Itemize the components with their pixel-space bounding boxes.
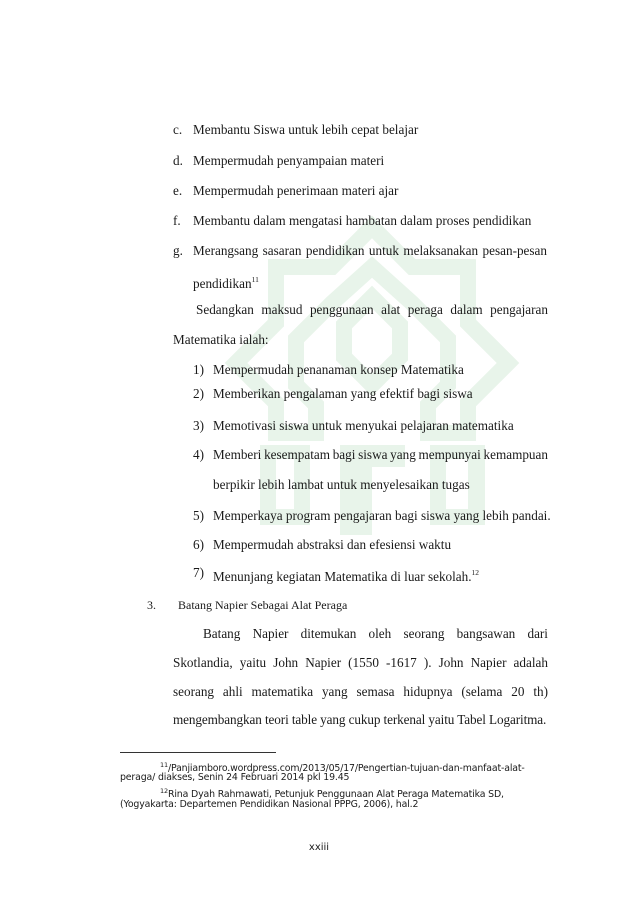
footnote-continuation: (Yogyakarta: Departemen Pendidikan Nasional PPPG, 2006), hal.2 (120, 799, 419, 810)
paragraph-line (203, 626, 548, 642)
list-marker: 1) (193, 362, 204, 377)
paragraph-line (173, 684, 548, 700)
list-item: Mempermudah abstraksi dan efesiensi waktu (213, 537, 452, 552)
word: kemampuan (483, 447, 548, 462)
list-item (213, 447, 548, 463)
word: Batang (203, 626, 241, 641)
list-item: Mempermudah penanaman konsep Matematika (213, 362, 464, 377)
word: John (273, 655, 299, 670)
word: Napier (305, 655, 342, 670)
list-item: Mempermudah penyampaian materi (193, 153, 385, 168)
list-item: Mempermudah penerimaan materi ajar (193, 183, 399, 198)
word: th) (533, 684, 548, 699)
list-marker: 7) (193, 565, 204, 580)
list-marker: 4) (193, 447, 204, 462)
list-marker: c. (173, 122, 183, 137)
footnote-separator (120, 752, 276, 753)
page-number: xxiii (308, 842, 330, 853)
footnote-number: 12 (160, 787, 168, 795)
word: John (438, 655, 464, 670)
footnote-continuation: peraga/ diakses, Senin 24 Februari 2014 pkl 19.45 (120, 772, 350, 783)
word: peraga (407, 302, 443, 317)
list-marker: f. (173, 213, 181, 228)
list-marker: 3) (193, 418, 204, 433)
paragraph-line (173, 655, 548, 671)
word: kesempatam (264, 447, 330, 462)
word: Skotlandia, (173, 655, 233, 670)
word: pesan-pesan (482, 243, 547, 258)
word: bangsawan (456, 626, 516, 641)
word: matematika (251, 684, 314, 699)
word: semasa (356, 684, 395, 699)
word: Sedangkan (196, 302, 254, 317)
list-item: Memperkaya program pengajaran bagi siswa yang lebih pandai. (213, 508, 551, 523)
word: dari (527, 626, 548, 641)
word: penggunaan (309, 302, 374, 317)
list-marker: 2) (193, 386, 204, 401)
word: pendidikan (305, 243, 365, 258)
word: alat (381, 302, 401, 317)
word: (selama (461, 684, 503, 699)
word: mempunyai (418, 447, 481, 462)
word: ditemukan (300, 626, 357, 641)
word: ). (423, 655, 432, 670)
footnote-ref: 11 (251, 275, 259, 284)
word: (1550 (348, 655, 379, 670)
paragraph-line (196, 302, 548, 318)
word: ahli (222, 684, 243, 699)
list-marker: d. (173, 153, 183, 168)
list-item: Menunjang kegiatan Matematika di luar sekolah.$^{12}$ (213, 568, 480, 584)
word: Napier (470, 655, 507, 670)
list-item-continuation: pendidikan$^{11}$ (193, 275, 259, 291)
section-title: Batang Napier Sebagai Alat Peraga (178, 598, 348, 612)
word: adalah (513, 655, 548, 670)
list-item (193, 243, 547, 259)
list-marker: g. (173, 243, 183, 258)
word: bagi (332, 447, 356, 462)
paragraph-line: mengembangkan teori table yang cukup terkenal yaitu Tabel Logaritma. (173, 712, 547, 727)
paragraph-line: Matematika ialah: (173, 332, 269, 347)
footnote-ref: 12 (471, 568, 480, 577)
section-number: 3. (147, 598, 156, 612)
list-item: Membantu dalam mengatasi hambatan dalam proses pendidikan (193, 213, 532, 228)
word: siswa (358, 447, 388, 462)
list-marker: e. (173, 183, 183, 198)
list-marker: 5) (193, 508, 204, 523)
word: yang (390, 447, 416, 462)
word: pengajaran (490, 302, 548, 317)
footnote: $^{11}$/Panjiamboro.wordpress.com/2013/05/17/Pengertian-tujuan-dan-manfaat-alat- (160, 761, 525, 774)
word: -1617 (386, 655, 417, 670)
list-item: Memberikan pengalaman yang efektif bagi siswa (213, 386, 473, 401)
list-item: Membantu Siswa untuk lebih cepat belajar (193, 122, 419, 137)
word: melaksanakan (403, 243, 479, 258)
footnote: $^{12}$Rina Dyah Rahmawati, Petunjuk Penggunaan Alat Peraga Matematika SD, (160, 787, 504, 800)
word: maksud (261, 302, 303, 317)
word: untuk (368, 243, 399, 258)
word: Napier (252, 626, 289, 641)
word: yang (321, 684, 348, 699)
word: Memberi (213, 447, 262, 462)
word: 20 (511, 684, 525, 699)
word: dalam (450, 302, 483, 317)
word: seorang (403, 626, 445, 641)
word: seorang (173, 684, 215, 699)
word: hidupnya (403, 684, 453, 699)
word: Merangsang (193, 243, 259, 258)
footnote-number: 11 (160, 761, 168, 769)
list-item: Memotivasi siswa untuk menyukai pelajaran matematika (213, 418, 514, 433)
word: sasaran (262, 243, 302, 258)
list-item-continuation: berpikir lebih lambat untuk menyelesaikan tugas (213, 477, 470, 492)
word: oleh (368, 626, 392, 641)
list-marker: 6) (193, 537, 204, 552)
word: yaitu (239, 655, 267, 670)
